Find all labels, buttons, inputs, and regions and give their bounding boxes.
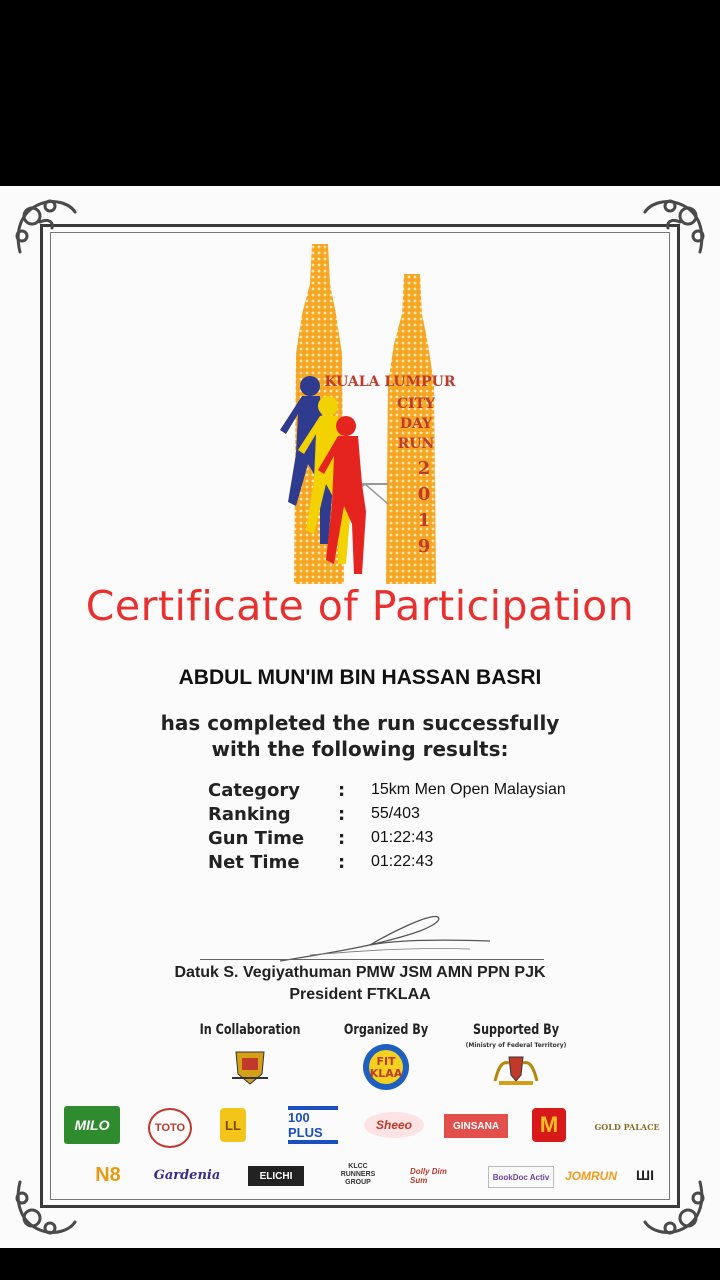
organized-heading: Organized By bbox=[343, 1022, 429, 1038]
result-value: 01:22:43 bbox=[371, 853, 434, 870]
logo-year-digit: 1 bbox=[417, 510, 431, 531]
collaboration-heading: In Collaboration bbox=[199, 1022, 301, 1038]
organized-column bbox=[316, 1022, 456, 1096]
logo-text-line: KUALA LUMPUR bbox=[324, 374, 456, 390]
sponsor-logo-mcdonalds: M bbox=[532, 1108, 566, 1142]
supported-column bbox=[446, 1022, 586, 1091]
sponsor-logo-gold-palace: GOLD PALACE bbox=[594, 1122, 660, 1132]
signature-icon bbox=[270, 911, 500, 971]
logo-year-digit: 9 bbox=[417, 536, 431, 557]
result-separator: : bbox=[338, 851, 346, 873]
result-row bbox=[208, 826, 628, 850]
corner-ornament-icon bbox=[640, 192, 710, 262]
result-row bbox=[208, 778, 628, 802]
result-separator: : bbox=[338, 803, 346, 825]
malaysia-coat-of-arms-icon bbox=[491, 1051, 541, 1087]
signatory-name: Datuk S. Vegiyathuman PMW JSM AMN PPN PJK bbox=[174, 964, 546, 981]
sponsor-logo-bookdoc: BookDoc Activ bbox=[488, 1166, 554, 1188]
sponsor-logo-sheeo: Sheeo bbox=[364, 1112, 424, 1138]
certificate-title: Certificate of Participation bbox=[85, 582, 635, 630]
signatory-role: President FTKLAA bbox=[289, 986, 431, 1003]
logo-text-line: CITY bbox=[396, 396, 436, 412]
result-label: Category bbox=[208, 779, 301, 801]
sponsor-logo-klcc-runners: KLCC RUNNERS GROUP bbox=[340, 1163, 376, 1186]
sponsors-row bbox=[62, 1104, 662, 1148]
result-value: 55/403 bbox=[371, 805, 420, 822]
sponsor-logo-jomrun: JOMRUN bbox=[564, 1169, 617, 1183]
dbkl-crest-icon bbox=[228, 1044, 272, 1088]
sponsor-logo-gardenia: Gardenia bbox=[153, 1167, 221, 1183]
signature-line bbox=[200, 959, 544, 960]
result-separator: : bbox=[338, 827, 346, 849]
completion-line: with the following results: bbox=[211, 737, 509, 761]
ftklaa-logo bbox=[361, 1042, 411, 1092]
sponsor-logo-milo: MILO bbox=[64, 1106, 120, 1144]
sponsors-row bbox=[62, 1156, 662, 1196]
sponsor-logo-toto: TOTO bbox=[148, 1108, 192, 1148]
sponsor-logo-elichi: ELICHI bbox=[248, 1166, 304, 1186]
logo-text-line: DAY bbox=[399, 416, 433, 432]
result-value: 15km Men Open Malaysian bbox=[371, 781, 566, 798]
result-value: 01:22:43 bbox=[371, 829, 434, 846]
completion-line: has completed the run successfully bbox=[160, 711, 560, 735]
ftklaa-logo-text: FIT bbox=[376, 1055, 396, 1068]
sponsor-logo-dolly-dim-sum: Dolly Dim Sum bbox=[410, 1167, 447, 1185]
sponsor-logo-100plus: 100 PLUS bbox=[288, 1106, 338, 1144]
collaboration-column bbox=[180, 1022, 320, 1092]
participant-name: ABDUL MUN'IM BIN HASSAN BASRI bbox=[178, 666, 542, 689]
logo-year-digit: 0 bbox=[417, 484, 431, 505]
logo-year-digit: 2 bbox=[417, 458, 431, 479]
supported-subheading: (Ministry of Federal Territory) bbox=[465, 1042, 567, 1049]
event-logo bbox=[280, 244, 460, 584]
result-row bbox=[208, 850, 628, 874]
certificate bbox=[0, 186, 720, 1248]
sponsor-logo-n8: N8 bbox=[95, 1163, 121, 1186]
results-table bbox=[208, 778, 628, 874]
ftklaa-logo-text: KLAA bbox=[369, 1067, 403, 1080]
completion-statement bbox=[0, 710, 720, 762]
supported-heading: Supported By bbox=[473, 1022, 559, 1038]
result-row bbox=[208, 802, 628, 826]
sponsor-logo-partner: ШІ bbox=[636, 1167, 654, 1183]
sponsor-logo-ll: LL bbox=[220, 1108, 246, 1142]
result-label: Gun Time bbox=[208, 827, 305, 849]
sponsor-logo-ginsana: GINSANA bbox=[444, 1114, 508, 1138]
logo-text-line: RUN bbox=[397, 436, 435, 452]
corner-ornament-icon bbox=[10, 192, 80, 262]
result-label: Net Time bbox=[208, 851, 300, 873]
result-label: Ranking bbox=[208, 803, 291, 825]
result-separator: : bbox=[338, 779, 346, 801]
